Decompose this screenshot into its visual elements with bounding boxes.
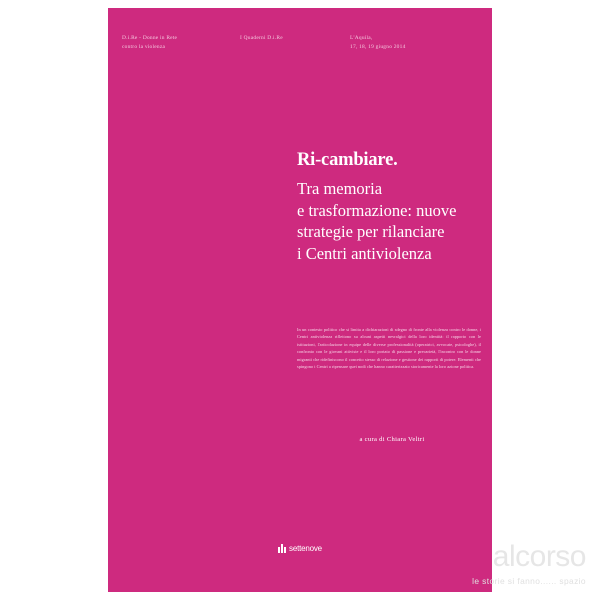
title-block bbox=[297, 150, 487, 264]
header-center-line-1: I Quaderni D.i.Re bbox=[240, 35, 283, 41]
abstract-text bbox=[297, 326, 481, 370]
header-left bbox=[122, 34, 240, 53]
publisher-name: settenove bbox=[289, 544, 322, 553]
subtitle-line-3: strategie per rilanciare bbox=[297, 222, 445, 242]
subtitle-line-1: Tra memoria bbox=[297, 179, 383, 199]
header-right-line-1: L'Aquila, bbox=[350, 35, 373, 41]
book-cover bbox=[108, 8, 492, 592]
page-title: Ri-cambiare. bbox=[297, 150, 398, 170]
subtitle-line-4: i Centri antiviolenza bbox=[297, 243, 432, 263]
header-center bbox=[240, 34, 350, 53]
publisher-mark-icon bbox=[278, 544, 286, 553]
header-left-line-1: D.i.Re - Donne in Rete bbox=[122, 35, 178, 41]
subtitle-line-2: e trasformazione: nuove bbox=[297, 200, 457, 220]
abstract-paragraph: In un contesto politico che si limita a dichiarazioni di sdegno di fronte alla violenza contro le donne, i Centri antiviolenza riflettono su alcuni aspetti nevralgici della loro identità: il rapporto con le istituzioni, l'articolazione in equipe delle diverse professionalità (operatrici, avvocate, psicologhe), il confronto con le giovani attiviste e il loro portato di passione e precarietà, l'incontro con le donne migranti che ridefiniscono il concetto stesso di relazione e gestione dei rapporti di potere. Elementi che spingono i Centri a ripensare quei nodi che hanno caratterizzato storicamente la loro azione politica. bbox=[297, 327, 481, 369]
header-right bbox=[350, 34, 470, 53]
publisher-logo bbox=[108, 544, 492, 553]
editor-credit: a cura di Chiara Veltri bbox=[359, 436, 425, 443]
brand-name: alcorso bbox=[492, 540, 586, 573]
header-right-line-2: 17, 18, 19 giugno 2014 bbox=[350, 44, 406, 51]
brand-watermark bbox=[472, 542, 586, 586]
brand-tagline: le storie si fanno...... spazio bbox=[472, 576, 586, 586]
header-left-line-2: contro la violenza bbox=[122, 44, 166, 51]
cover-header bbox=[108, 34, 492, 53]
page-subtitle bbox=[297, 178, 487, 264]
